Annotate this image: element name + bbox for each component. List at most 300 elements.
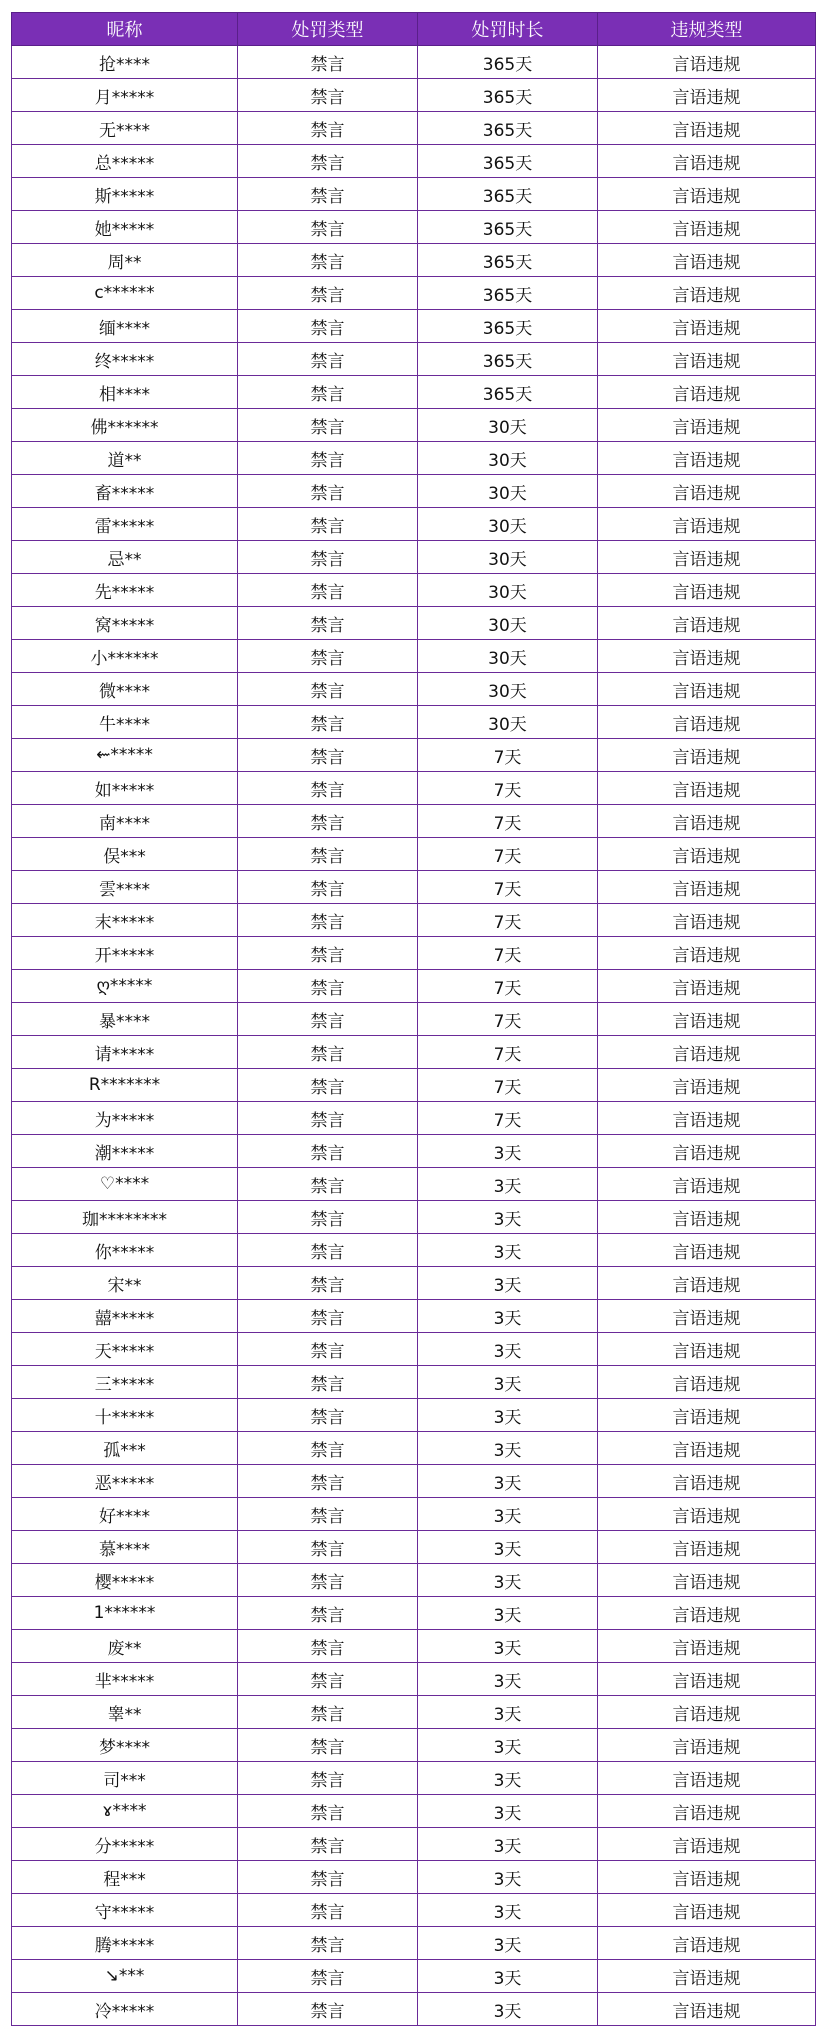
cell-nickname: 佛******	[12, 409, 238, 442]
cell-penalty-duration: 365天	[418, 145, 598, 178]
table-row	[12, 871, 816, 904]
cell-violation-type: 言语违规	[598, 1597, 816, 1630]
cell-violation-type: 言语违规	[598, 640, 816, 673]
cell-violation-type: 言语违规	[598, 574, 816, 607]
cell-penalty-duration: 365天	[418, 310, 598, 343]
table-row	[12, 1399, 816, 1432]
cell-penalty-type: 禁言	[238, 541, 418, 574]
cell-penalty-duration: 365天	[418, 46, 598, 79]
cell-penalty-duration: 7天	[418, 838, 598, 871]
cell-penalty-type: 禁言	[238, 1003, 418, 1036]
cell-nickname: 恶*****	[12, 1465, 238, 1498]
cell-violation-type: 言语违规	[598, 937, 816, 970]
cell-penalty-type: 禁言	[238, 1564, 418, 1597]
cell-penalty-duration: 30天	[418, 541, 598, 574]
cell-violation-type: 言语违规	[598, 607, 816, 640]
cell-violation-type: 言语违规	[598, 1531, 816, 1564]
cell-violation-type: 言语违规	[598, 1333, 816, 1366]
cell-penalty-duration: 7天	[418, 1003, 598, 1036]
cell-penalty-type: 禁言	[238, 145, 418, 178]
cell-violation-type: 言语违规	[598, 673, 816, 706]
cell-violation-type: 言语违规	[598, 1795, 816, 1828]
cell-nickname: 窝*****	[12, 607, 238, 640]
table-row	[12, 838, 816, 871]
cell-penalty-duration: 3天	[418, 1234, 598, 1267]
cell-nickname: ɤ****	[12, 1795, 238, 1828]
cell-penalty-duration: 7天	[418, 1069, 598, 1102]
cell-penalty-type: 禁言	[238, 871, 418, 904]
cell-nickname: 樱*****	[12, 1564, 238, 1597]
cell-penalty-type: 禁言	[238, 1168, 418, 1201]
cell-penalty-type: 禁言	[238, 1828, 418, 1861]
table-row	[12, 1234, 816, 1267]
cell-nickname: 天*****	[12, 1333, 238, 1366]
cell-penalty-duration: 7天	[418, 739, 598, 772]
cell-penalty-type: 禁言	[238, 508, 418, 541]
table-row	[12, 1333, 816, 1366]
cell-penalty-type: 禁言	[238, 442, 418, 475]
cell-penalty-type: 禁言	[238, 1267, 418, 1300]
cell-violation-type: 言语违规	[598, 244, 816, 277]
cell-penalty-type: 禁言	[238, 772, 418, 805]
cell-violation-type: 言语违规	[598, 1003, 816, 1036]
cell-penalty-type: 禁言	[238, 1069, 418, 1102]
cell-violation-type: 言语违规	[598, 1498, 816, 1531]
cell-penalty-duration: 3天	[418, 1630, 598, 1663]
cell-nickname: 1******	[12, 1597, 238, 1630]
cell-nickname: 忌**	[12, 541, 238, 574]
cell-penalty-type: 禁言	[238, 1201, 418, 1234]
cell-violation-type: 言语违规	[598, 1399, 816, 1432]
cell-penalty-type: 禁言	[238, 1102, 418, 1135]
cell-penalty-type: 禁言	[238, 1927, 418, 1960]
cell-nickname: 微****	[12, 673, 238, 706]
table-row	[12, 772, 816, 805]
cell-nickname: 小******	[12, 640, 238, 673]
cell-penalty-duration: 3天	[418, 1267, 598, 1300]
table-row	[12, 211, 816, 244]
cell-violation-type: 言语违规	[598, 772, 816, 805]
table-row	[12, 970, 816, 1003]
cell-penalty-type: 禁言	[238, 739, 418, 772]
cell-penalty-duration: 30天	[418, 442, 598, 475]
cell-nickname: 好****	[12, 1498, 238, 1531]
cell-penalty-type: 禁言	[238, 673, 418, 706]
cell-penalty-duration: 3天	[418, 1399, 598, 1432]
cell-violation-type: 言语违规	[598, 211, 816, 244]
cell-nickname: 如*****	[12, 772, 238, 805]
cell-violation-type: 言语违规	[598, 1366, 816, 1399]
table-row	[12, 1861, 816, 1894]
cell-penalty-type: 禁言	[238, 1234, 418, 1267]
cell-nickname: 暴****	[12, 1003, 238, 1036]
table-row	[12, 1168, 816, 1201]
table-row	[12, 1960, 816, 1993]
table-row	[12, 1432, 816, 1465]
cell-nickname: ↘***	[12, 1960, 238, 1993]
table-row	[12, 574, 816, 607]
table-row	[12, 1927, 816, 1960]
cell-nickname: 为*****	[12, 1102, 238, 1135]
table-row	[12, 541, 816, 574]
cell-penalty-type: 禁言	[238, 178, 418, 211]
cell-nickname: 请*****	[12, 1036, 238, 1069]
cell-penalty-duration: 3天	[418, 1465, 598, 1498]
cell-penalty-type: 禁言	[238, 1432, 418, 1465]
cell-penalty-type: 禁言	[238, 1465, 418, 1498]
cell-nickname: 无****	[12, 112, 238, 145]
cell-penalty-duration: 3天	[418, 1729, 598, 1762]
table-row	[12, 1267, 816, 1300]
cell-penalty-type: 禁言	[238, 244, 418, 277]
cell-penalty-duration: 30天	[418, 508, 598, 541]
cell-violation-type: 言语违规	[598, 1465, 816, 1498]
table-row	[12, 1729, 816, 1762]
cell-nickname: 宋**	[12, 1267, 238, 1300]
cell-penalty-duration: 3天	[418, 1762, 598, 1795]
cell-violation-type: 言语违规	[598, 1729, 816, 1762]
cell-nickname: ⇜*****	[12, 739, 238, 772]
penalty-table	[11, 12, 816, 2026]
table-row	[12, 1300, 816, 1333]
table-row	[12, 1102, 816, 1135]
cell-nickname: 南****	[12, 805, 238, 838]
cell-penalty-duration: 3天	[418, 1300, 598, 1333]
table-row	[12, 310, 816, 343]
cell-violation-type: 言语违规	[598, 1267, 816, 1300]
cell-penalty-type: 禁言	[238, 805, 418, 838]
cell-penalty-duration: 365天	[418, 79, 598, 112]
cell-violation-type: 言语违规	[598, 1102, 816, 1135]
cell-nickname: 斯*****	[12, 178, 238, 211]
cell-penalty-type: 禁言	[238, 211, 418, 244]
table-row	[12, 706, 816, 739]
cell-penalty-duration: 7天	[418, 904, 598, 937]
cell-penalty-duration: 3天	[418, 1531, 598, 1564]
cell-nickname: 潮*****	[12, 1135, 238, 1168]
cell-violation-type: 言语违规	[598, 1927, 816, 1960]
cell-penalty-type: 禁言	[238, 1762, 418, 1795]
cell-penalty-duration: 3天	[418, 1993, 598, 2026]
cell-penalty-duration: 3天	[418, 1663, 598, 1696]
cell-penalty-duration: 7天	[418, 805, 598, 838]
cell-penalty-duration: 3天	[418, 1366, 598, 1399]
table-row	[12, 1498, 816, 1531]
cell-penalty-type: 禁言	[238, 1366, 418, 1399]
header-penalty-type: 处罚类型	[238, 13, 418, 46]
cell-violation-type: 言语违规	[598, 112, 816, 145]
cell-penalty-type: 禁言	[238, 970, 418, 1003]
header-nickname: 昵称	[12, 13, 238, 46]
cell-penalty-duration: 365天	[418, 112, 598, 145]
cell-nickname: 周**	[12, 244, 238, 277]
cell-nickname: 末*****	[12, 904, 238, 937]
table-row	[12, 1069, 816, 1102]
cell-violation-type: 言语违规	[598, 1135, 816, 1168]
cell-penalty-duration: 30天	[418, 475, 598, 508]
cell-violation-type: 言语违规	[598, 1630, 816, 1663]
table-row	[12, 1828, 816, 1861]
cell-penalty-type: 禁言	[238, 46, 418, 79]
table-body	[12, 46, 816, 2026]
cell-violation-type: 言语违规	[598, 1201, 816, 1234]
cell-nickname: R*******	[12, 1069, 238, 1102]
table-row	[12, 46, 816, 79]
cell-penalty-type: 禁言	[238, 1729, 418, 1762]
cell-penalty-type: 禁言	[238, 343, 418, 376]
cell-nickname: 道**	[12, 442, 238, 475]
table-row	[12, 1696, 816, 1729]
cell-penalty-duration: 3天	[418, 1135, 598, 1168]
cell-nickname: 畜*****	[12, 475, 238, 508]
cell-penalty-type: 禁言	[238, 1993, 418, 2026]
cell-violation-type: 言语违规	[598, 475, 816, 508]
table-row	[12, 442, 816, 475]
cell-penalty-type: 禁言	[238, 1894, 418, 1927]
cell-nickname: 开*****	[12, 937, 238, 970]
table-row	[12, 112, 816, 145]
table-row	[12, 508, 816, 541]
cell-penalty-duration: 30天	[418, 409, 598, 442]
table-row	[12, 244, 816, 277]
cell-violation-type: 言语违规	[598, 1828, 816, 1861]
cell-nickname: 守*****	[12, 1894, 238, 1927]
cell-violation-type: 言语违规	[598, 1069, 816, 1102]
cell-violation-type: 言语违规	[598, 1168, 816, 1201]
table-row	[12, 1036, 816, 1069]
cell-nickname: 相****	[12, 376, 238, 409]
table-row	[12, 805, 816, 838]
cell-nickname: 你*****	[12, 1234, 238, 1267]
cell-penalty-duration: 3天	[418, 1927, 598, 1960]
cell-nickname: 她*****	[12, 211, 238, 244]
header-violation-type: 违规类型	[598, 13, 816, 46]
cell-nickname: 先*****	[12, 574, 238, 607]
cell-nickname: 俣***	[12, 838, 238, 871]
table-row	[12, 1597, 816, 1630]
cell-penalty-duration: 3天	[418, 1894, 598, 1927]
cell-penalty-type: 禁言	[238, 1036, 418, 1069]
cell-penalty-duration: 3天	[418, 1432, 598, 1465]
cell-penalty-duration: 30天	[418, 574, 598, 607]
header-penalty-duration: 处罚时长	[418, 13, 598, 46]
cell-nickname: 十*****	[12, 1399, 238, 1432]
cell-penalty-type: 禁言	[238, 574, 418, 607]
cell-penalty-duration: 3天	[418, 1828, 598, 1861]
cell-penalty-type: 禁言	[238, 937, 418, 970]
cell-penalty-duration: 7天	[418, 937, 598, 970]
cell-penalty-type: 禁言	[238, 706, 418, 739]
cell-nickname: 缅****	[12, 310, 238, 343]
cell-violation-type: 言语违规	[598, 1234, 816, 1267]
table-header-row	[12, 13, 816, 46]
table-row	[12, 79, 816, 112]
cell-penalty-duration: 3天	[418, 1696, 598, 1729]
table-row	[12, 1201, 816, 1234]
cell-nickname: 雷*****	[12, 508, 238, 541]
cell-violation-type: 言语违规	[598, 277, 816, 310]
cell-penalty-duration: 365天	[418, 277, 598, 310]
cell-penalty-duration: 365天	[418, 244, 598, 277]
cell-penalty-duration: 3天	[418, 1333, 598, 1366]
cell-violation-type: 言语违规	[598, 79, 816, 112]
cell-penalty-duration: 3天	[418, 1861, 598, 1894]
table-row	[12, 640, 816, 673]
cell-violation-type: 言语违规	[598, 805, 816, 838]
cell-violation-type: 言语违规	[598, 706, 816, 739]
cell-penalty-type: 禁言	[238, 904, 418, 937]
cell-penalty-duration: 7天	[418, 871, 598, 904]
cell-penalty-type: 禁言	[238, 640, 418, 673]
cell-nickname: 抢****	[12, 46, 238, 79]
cell-penalty-duration: 365天	[418, 343, 598, 376]
cell-penalty-type: 禁言	[238, 1696, 418, 1729]
cell-penalty-duration: 7天	[418, 1102, 598, 1135]
table-row	[12, 178, 816, 211]
cell-nickname: 慕****	[12, 1531, 238, 1564]
cell-violation-type: 言语违规	[598, 1894, 816, 1927]
cell-nickname: 冷*****	[12, 1993, 238, 2026]
cell-nickname: 睾**	[12, 1696, 238, 1729]
cell-penalty-type: 禁言	[238, 607, 418, 640]
cell-nickname: 囍*****	[12, 1300, 238, 1333]
cell-penalty-type: 禁言	[238, 1135, 418, 1168]
cell-nickname: 珈********	[12, 1201, 238, 1234]
cell-nickname: 废**	[12, 1630, 238, 1663]
cell-penalty-type: 禁言	[238, 112, 418, 145]
cell-nickname: 牛****	[12, 706, 238, 739]
cell-penalty-type: 禁言	[238, 1333, 418, 1366]
cell-penalty-duration: 365天	[418, 178, 598, 211]
table-row	[12, 1465, 816, 1498]
cell-violation-type: 言语违规	[598, 838, 816, 871]
cell-violation-type: 言语违规	[598, 310, 816, 343]
cell-violation-type: 言语违规	[598, 145, 816, 178]
cell-violation-type: 言语违规	[598, 409, 816, 442]
cell-penalty-type: 禁言	[238, 1498, 418, 1531]
cell-nickname: 梦****	[12, 1729, 238, 1762]
table-row	[12, 904, 816, 937]
cell-penalty-duration: 30天	[418, 607, 598, 640]
cell-violation-type: 言语违规	[598, 1036, 816, 1069]
table-row	[12, 1795, 816, 1828]
table-row	[12, 1003, 816, 1036]
table-row	[12, 1531, 816, 1564]
cell-penalty-type: 禁言	[238, 79, 418, 112]
table-row	[12, 343, 816, 376]
cell-penalty-type: 禁言	[238, 1663, 418, 1696]
cell-penalty-duration: 3天	[418, 1498, 598, 1531]
cell-violation-type: 言语违规	[598, 1696, 816, 1729]
cell-violation-type: 言语违规	[598, 343, 816, 376]
cell-nickname: 芈*****	[12, 1663, 238, 1696]
table-row	[12, 739, 816, 772]
cell-penalty-type: 禁言	[238, 1399, 418, 1432]
cell-penalty-type: 禁言	[238, 310, 418, 343]
cell-penalty-type: 禁言	[238, 1795, 418, 1828]
cell-penalty-duration: 7天	[418, 1036, 598, 1069]
cell-penalty-type: 禁言	[238, 1531, 418, 1564]
cell-violation-type: 言语违规	[598, 1300, 816, 1333]
cell-violation-type: 言语违规	[598, 541, 816, 574]
cell-violation-type: 言语违规	[598, 1663, 816, 1696]
table-row	[12, 277, 816, 310]
cell-penalty-type: 禁言	[238, 1630, 418, 1663]
cell-penalty-type: 禁言	[238, 1960, 418, 1993]
cell-nickname: 分*****	[12, 1828, 238, 1861]
table-row	[12, 475, 816, 508]
table-row	[12, 376, 816, 409]
cell-violation-type: 言语违规	[598, 871, 816, 904]
cell-violation-type: 言语违规	[598, 1861, 816, 1894]
cell-penalty-type: 禁言	[238, 277, 418, 310]
cell-penalty-duration: 3天	[418, 1564, 598, 1597]
cell-penalty-duration: 30天	[418, 673, 598, 706]
cell-violation-type: 言语违规	[598, 1564, 816, 1597]
cell-violation-type: 言语违规	[598, 46, 816, 79]
cell-nickname: 雲****	[12, 871, 238, 904]
table-row	[12, 1663, 816, 1696]
cell-violation-type: 言语违规	[598, 1432, 816, 1465]
table-row	[12, 1894, 816, 1927]
cell-penalty-duration: 3天	[418, 1795, 598, 1828]
cell-nickname: 月*****	[12, 79, 238, 112]
table-row	[12, 673, 816, 706]
cell-nickname: 三*****	[12, 1366, 238, 1399]
cell-penalty-duration: 3天	[418, 1597, 598, 1630]
cell-penalty-type: 禁言	[238, 1300, 418, 1333]
cell-penalty-duration: 365天	[418, 376, 598, 409]
cell-violation-type: 言语违规	[598, 1993, 816, 2026]
cell-penalty-type: 禁言	[238, 838, 418, 871]
table-row	[12, 1630, 816, 1663]
cell-penalty-duration: 30天	[418, 706, 598, 739]
cell-violation-type: 言语违规	[598, 442, 816, 475]
cell-penalty-duration: 7天	[418, 772, 598, 805]
cell-violation-type: 言语违规	[598, 508, 816, 541]
table-row	[12, 1564, 816, 1597]
cell-penalty-duration: 7天	[418, 970, 598, 1003]
table-row	[12, 1366, 816, 1399]
cell-violation-type: 言语违规	[598, 1960, 816, 1993]
cell-violation-type: 言语违规	[598, 970, 816, 1003]
cell-violation-type: 言语违规	[598, 178, 816, 211]
cell-nickname: 腾*****	[12, 1927, 238, 1960]
table-row	[12, 937, 816, 970]
cell-nickname: ♡****	[12, 1168, 238, 1201]
table-row	[12, 1135, 816, 1168]
cell-penalty-duration: 365天	[418, 211, 598, 244]
cell-penalty-type: 禁言	[238, 409, 418, 442]
cell-penalty-type: 禁言	[238, 1597, 418, 1630]
table-row	[12, 1762, 816, 1795]
cell-violation-type: 言语违规	[598, 376, 816, 409]
cell-penalty-duration: 3天	[418, 1168, 598, 1201]
cell-violation-type: 言语违规	[598, 739, 816, 772]
cell-violation-type: 言语违规	[598, 904, 816, 937]
cell-nickname: 终*****	[12, 343, 238, 376]
cell-penalty-type: 禁言	[238, 1861, 418, 1894]
cell-penalty-type: 禁言	[238, 376, 418, 409]
cell-violation-type: 言语违规	[598, 1762, 816, 1795]
table-row	[12, 607, 816, 640]
cell-penalty-duration: 3天	[418, 1201, 598, 1234]
cell-penalty-duration: 3天	[418, 1960, 598, 1993]
cell-nickname: c******	[12, 277, 238, 310]
cell-nickname: 总*****	[12, 145, 238, 178]
cell-nickname: 司***	[12, 1762, 238, 1795]
cell-nickname: 程***	[12, 1861, 238, 1894]
